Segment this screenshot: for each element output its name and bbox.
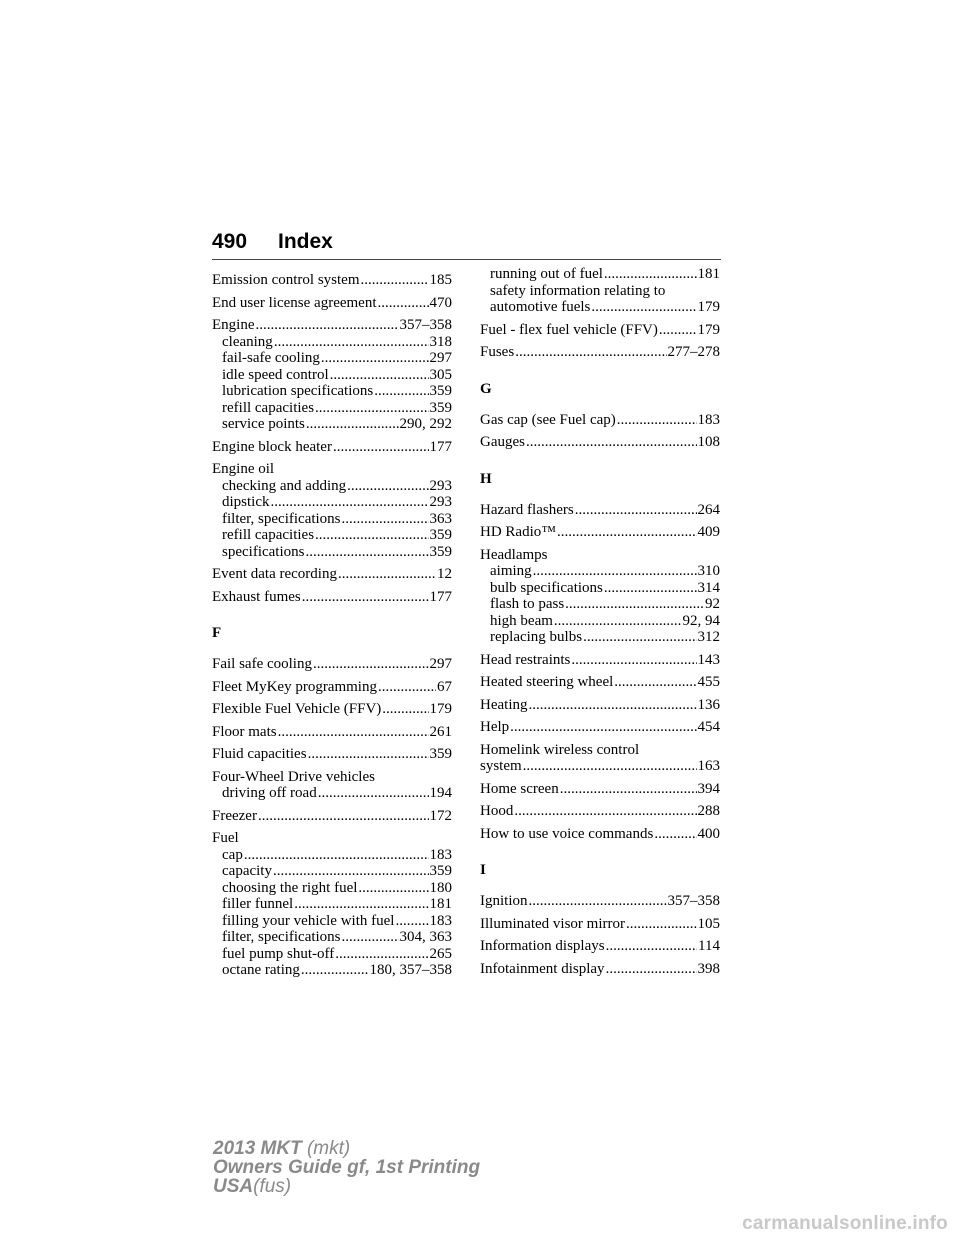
index-entry — [212, 769, 452, 802]
index-term-text: service points — [222, 416, 305, 432]
index-term-text: Head restraints — [480, 651, 571, 668]
index-term-text: fuel pump shut-off — [222, 945, 335, 962]
index-term — [212, 830, 452, 847]
index-subentry — [212, 383, 452, 400]
index-page-ref: 454 — [697, 719, 720, 735]
leader-dots — [659, 322, 697, 339]
index-term-text: safety information relating to — [490, 282, 666, 299]
index-entry — [212, 656, 452, 673]
index-entry — [212, 746, 452, 763]
index-page-ref: 277–278 — [667, 344, 720, 360]
index-page-ref: 265 — [429, 945, 452, 962]
index-term — [480, 412, 720, 429]
leader-dots — [358, 880, 428, 897]
index-term-text: running out of fuel — [490, 266, 603, 282]
index-subentry — [212, 785, 452, 802]
leader-dots — [342, 929, 399, 946]
index-term-text: cap — [222, 846, 243, 863]
index-term — [212, 746, 452, 763]
index-entry — [480, 742, 720, 775]
leader-dots — [575, 502, 697, 519]
index-term-text: Hazard flashers — [480, 501, 574, 518]
index-term-text: high beam — [490, 612, 553, 629]
leader-dots — [382, 701, 428, 718]
footer-region-code: (fus) — [253, 1176, 292, 1197]
index-entry — [480, 547, 720, 646]
index-term-text: HD Radio™ — [480, 524, 556, 540]
index-term — [480, 434, 720, 451]
index-page-ref: 180, 357–358 — [369, 962, 452, 978]
leader-dots — [510, 719, 696, 736]
index-entry — [212, 808, 452, 825]
leader-dots — [361, 272, 429, 289]
index-page-ref: 92, 94 — [682, 612, 720, 629]
index-term — [212, 589, 452, 606]
leader-dots — [557, 524, 697, 541]
index-letter-heading: H — [480, 470, 492, 487]
leader-dots — [302, 589, 429, 606]
index-term-text: Fuel — [212, 830, 239, 846]
index-subentry — [480, 299, 720, 316]
index-page-ref: 114 — [698, 938, 720, 954]
leader-dots — [395, 913, 428, 930]
index-page-ref: 179 — [697, 299, 720, 315]
index-term-text: Gauges — [480, 434, 525, 450]
index-page-ref: 105 — [697, 915, 720, 932]
leader-dots — [374, 383, 428, 400]
index-term-text: aiming — [490, 563, 532, 579]
index-term — [212, 272, 452, 289]
index-page-ref: 398 — [697, 960, 720, 977]
leader-dots — [565, 596, 704, 613]
index-entry — [480, 322, 720, 339]
index-term-text: cleaning — [222, 333, 273, 350]
index-subentry — [212, 494, 452, 511]
index-subentry — [212, 478, 452, 495]
index-subentry — [480, 613, 720, 630]
index-term-text: Engine oil — [212, 461, 275, 477]
index-term-text: Home screen — [480, 780, 559, 797]
index-term-text: idle speed control — [222, 366, 329, 383]
index-subentry — [212, 350, 452, 367]
leader-dots — [256, 317, 399, 334]
index-term-text: Engine block heater — [212, 438, 332, 455]
leader-dots — [514, 803, 696, 820]
index-term-text: lubrication specifications — [222, 383, 374, 399]
page-header — [212, 228, 721, 256]
index-letter-heading: I — [480, 862, 486, 878]
index-page-ref: 359 — [429, 399, 452, 416]
index-term-text: Help — [480, 719, 510, 735]
index-page-ref: 363 — [429, 510, 452, 527]
index-term — [212, 808, 452, 825]
watermark: carmanualsonline.info — [742, 1213, 948, 1234]
index-page-ref: 305 — [429, 366, 452, 383]
index-term — [212, 679, 452, 696]
index-term-text: Four-Wheel Drive vehicles — [212, 768, 375, 785]
index-page-ref: 172 — [429, 807, 452, 824]
index-term — [480, 344, 720, 361]
index-term-text: flash to pass — [490, 596, 565, 612]
index-column-right — [480, 266, 720, 977]
index-term-text: replacing bulbs — [490, 629, 583, 645]
index-term-text: Heated steering wheel — [480, 674, 614, 690]
index-entry — [480, 412, 720, 429]
index-term-text: Information displays — [480, 938, 605, 954]
index-page-ref: 185 — [429, 272, 452, 288]
index-page-ref: 310 — [697, 563, 720, 579]
index-subentry — [212, 367, 452, 384]
index-term — [480, 719, 720, 736]
index-term — [480, 803, 720, 820]
index-term — [212, 724, 452, 741]
index-page-ref: 304, 363 — [399, 929, 452, 945]
index-entry — [480, 803, 720, 820]
index-term-text: Fuses — [480, 344, 515, 360]
index-term-text: filling your vehicle with fuel — [222, 912, 395, 929]
index-term-text: driving off road — [222, 785, 317, 801]
leader-dots — [338, 566, 436, 583]
index-entry — [212, 701, 452, 718]
index-term-text: specifications — [222, 543, 305, 560]
index-term-text: system — [480, 758, 522, 774]
index-page-ref: 194 — [429, 785, 452, 801]
index-term — [480, 674, 720, 691]
footer-guide: Owners Guide gf, 1st Printing — [213, 1157, 481, 1178]
index-page-ref: 293 — [429, 494, 452, 510]
index-page-ref: 394 — [697, 780, 720, 797]
index-term-text: choosing the right fuel — [222, 879, 358, 896]
index-subentry — [480, 629, 720, 646]
index-entry — [480, 916, 720, 933]
leader-dots — [604, 580, 697, 597]
index-page-ref: 359 — [429, 863, 452, 879]
index-page-ref: 314 — [697, 579, 720, 596]
index-term-text: refill capacities — [222, 527, 315, 543]
leader-dots — [244, 847, 429, 864]
index-term-text: Fail safe cooling — [212, 656, 312, 672]
index-page-ref: 290, 292 — [399, 416, 452, 432]
index-subentry — [212, 511, 452, 528]
index-page-ref: 67 — [437, 678, 452, 695]
index-entry — [480, 938, 720, 955]
leader-dots — [315, 527, 428, 544]
index-entry — [212, 272, 452, 289]
index-entry — [480, 697, 720, 714]
footer-model-code: (mkt) — [306, 1138, 351, 1159]
index-page-ref: 293 — [429, 477, 452, 494]
index-entry — [480, 781, 720, 798]
index-entry — [212, 295, 452, 312]
index-entry — [480, 434, 720, 451]
index-page-ref: 288 — [697, 803, 720, 819]
footer-model: 2013 MKT — [213, 1138, 302, 1159]
index-page-ref: 359 — [429, 543, 452, 560]
index-term — [480, 547, 720, 564]
leader-dots — [526, 434, 697, 451]
index-letter-heading: F — [212, 625, 222, 641]
index-subentry — [212, 416, 452, 433]
index-term-text: filter, specifications — [222, 929, 341, 945]
leader-dots — [554, 613, 682, 630]
index-subentry — [212, 544, 452, 561]
index-term-text: Flexible Fuel Vehicle (FFV) — [212, 701, 382, 717]
leader-dots — [278, 724, 429, 741]
leader-dots — [258, 808, 429, 825]
index-term — [480, 961, 720, 978]
index-term-text: Fluid capacities — [212, 746, 307, 762]
index-term-text: Homelink wireless control — [480, 741, 640, 758]
leader-dots — [604, 266, 697, 283]
leader-dots — [318, 785, 429, 802]
index-subentry — [212, 946, 452, 963]
index-term — [212, 317, 452, 334]
index-term — [480, 502, 720, 519]
index-page-ref: 143 — [697, 651, 720, 668]
index-letter-heading: G — [480, 380, 492, 397]
leader-dots — [378, 679, 436, 696]
index-page-ref: 470 — [429, 294, 452, 311]
leader-dots — [529, 893, 667, 910]
index-entry — [480, 502, 720, 519]
index-term-text: Heating — [480, 696, 528, 713]
index-page-ref: 400 — [697, 825, 720, 842]
leader-dots — [273, 863, 429, 880]
index-page-ref: 183 — [697, 411, 720, 428]
index-term-text: Fuel - flex fuel vehicle (FFV) — [480, 321, 658, 338]
index-term — [212, 566, 452, 583]
index-term-text: filler funnel — [222, 896, 294, 912]
index-term — [480, 322, 720, 339]
index-entry — [480, 893, 720, 910]
leader-dots — [654, 826, 696, 843]
leader-dots — [313, 656, 429, 673]
footer-region-line — [213, 1177, 480, 1196]
leader-dots — [378, 295, 429, 312]
index-column-left — [212, 266, 452, 979]
index-subentry — [480, 580, 720, 597]
leader-dots — [274, 334, 429, 351]
index-page-ref: 357–358 — [399, 317, 452, 333]
footer — [213, 1139, 480, 1196]
index-page-ref: 177 — [429, 438, 452, 455]
index-subentry — [212, 527, 452, 544]
index-page-ref: 409 — [697, 524, 720, 540]
index-subentry — [212, 880, 452, 897]
index-entry — [212, 439, 452, 456]
index-term — [480, 893, 720, 910]
index-subentry — [212, 847, 452, 864]
index-page-ref: 357–358 — [667, 893, 720, 909]
index-entry — [212, 724, 452, 741]
index-entry — [212, 566, 452, 583]
index-page-ref: 261 — [429, 723, 452, 740]
index-term-text: fail-safe cooling — [222, 350, 320, 366]
index-term-text: bulb specifications — [490, 579, 603, 596]
index-subentry — [480, 563, 720, 580]
index-page-ref: 312 — [697, 629, 720, 645]
footer-region: USA — [213, 1176, 254, 1197]
leader-dots — [626, 916, 697, 933]
leader-dots — [617, 412, 697, 429]
leader-dots — [591, 299, 696, 316]
index-page-ref: 92 — [705, 596, 720, 612]
index-entry — [212, 461, 452, 560]
index-term-text: Infotainment display — [480, 960, 605, 977]
index-term — [480, 742, 720, 759]
index-page-ref: 183 — [429, 846, 452, 863]
leader-dots — [271, 494, 429, 511]
leader-dots — [606, 938, 697, 955]
index-term-text: capacity — [222, 863, 272, 879]
leader-dots — [523, 758, 697, 775]
leader-dots — [515, 344, 666, 361]
index-entry — [212, 317, 452, 433]
index-subentry — [212, 962, 452, 979]
index-term — [480, 938, 720, 955]
index-page-ref: 455 — [697, 674, 720, 690]
index-entry — [480, 266, 720, 316]
leader-dots — [308, 746, 429, 763]
index-page-ref: 180 — [429, 879, 452, 896]
index-term — [480, 652, 720, 669]
index-term-text: Emission control system — [212, 272, 360, 288]
index-subentry — [212, 913, 452, 930]
index-entry — [212, 589, 452, 606]
index-term-text: Headlamps — [480, 546, 548, 563]
index-page-ref: 179 — [429, 701, 452, 717]
index-entry — [480, 344, 720, 361]
index-subentry — [212, 863, 452, 880]
leader-dots — [583, 629, 696, 646]
index-term — [480, 916, 720, 933]
index-term — [480, 781, 720, 798]
leader-dots — [321, 350, 429, 367]
index-subentry — [480, 596, 720, 613]
index-term-text: refill capacities — [222, 399, 315, 416]
index-entry — [480, 674, 720, 691]
index-term — [212, 461, 452, 478]
index-page-ref: 181 — [697, 266, 720, 282]
leader-dots — [533, 563, 697, 580]
leader-dots — [528, 697, 696, 714]
page-number: 490 — [212, 230, 248, 253]
index-entry — [212, 830, 452, 979]
index-entry — [212, 679, 452, 696]
index-term-text: Gas cap (see Fuel cap) — [480, 411, 616, 428]
footer-model-line — [213, 1139, 480, 1158]
leader-dots — [306, 416, 399, 433]
page-title: Index — [278, 230, 333, 253]
index-term — [480, 758, 720, 775]
index-subentry — [212, 400, 452, 417]
index-term — [480, 826, 720, 843]
leader-dots — [342, 511, 429, 528]
index-term-text: Hood — [480, 803, 514, 819]
index-page-ref: 297 — [429, 656, 452, 672]
index-term-text: Fleet MyKey programming — [212, 678, 377, 695]
index-page-ref: 264 — [697, 501, 720, 518]
index-page-ref: 108 — [697, 434, 720, 450]
index-term-text: Exhaust fumes — [212, 588, 301, 605]
index-term-text: filter, specifications — [222, 510, 341, 527]
index-term — [212, 769, 452, 786]
index-term-text: dipstick — [222, 494, 270, 510]
index-subentry — [212, 334, 452, 351]
index-subentry — [212, 929, 452, 946]
index-term-text: checking and adding — [222, 477, 347, 494]
index-term-text: How to use voice commands — [480, 825, 654, 842]
index-subentry — [480, 283, 720, 300]
index-entry — [480, 961, 720, 978]
leader-dots — [335, 946, 428, 963]
index-entry — [480, 652, 720, 669]
index-term-text: automotive fuels — [490, 299, 591, 315]
leader-dots — [294, 896, 428, 913]
leader-dots — [571, 652, 696, 669]
index-page-ref: 163 — [697, 758, 720, 774]
leader-dots — [347, 478, 428, 495]
header-rule — [212, 259, 721, 260]
index-term — [212, 295, 452, 312]
index-entry — [480, 826, 720, 843]
index-term — [480, 524, 720, 541]
index-term-text: Illuminated visor mirror — [480, 915, 625, 932]
index-page-ref: 359 — [429, 746, 452, 762]
index-page-ref: 183 — [429, 912, 452, 929]
leader-dots — [614, 674, 696, 691]
index-subentry — [212, 896, 452, 913]
index-term-text: octane rating — [222, 962, 300, 978]
index-term-text: End user license agreement — [212, 294, 377, 311]
leader-dots — [333, 439, 429, 456]
index-page-ref: 181 — [429, 896, 452, 912]
index-entry — [480, 524, 720, 541]
index-subentry — [480, 266, 720, 283]
index-page-ref: 136 — [697, 696, 720, 713]
leader-dots — [330, 367, 429, 384]
index-page-ref: 318 — [429, 333, 452, 350]
index-page-ref: 359 — [429, 383, 452, 399]
index-page-ref: 179 — [697, 321, 720, 338]
index-term-text: Floor mats — [212, 723, 277, 740]
index-page-ref: 297 — [429, 350, 452, 366]
index-page-ref: 177 — [429, 588, 452, 605]
footer-guide-line — [213, 1158, 480, 1177]
index-term — [212, 439, 452, 456]
index-term-text: Freezer — [212, 807, 257, 824]
index-term-text: Ignition — [480, 893, 528, 909]
index-page-ref: 12 — [437, 566, 452, 582]
index-term — [212, 656, 452, 673]
index-term — [480, 697, 720, 714]
index-term-text: Event data recording — [212, 566, 337, 582]
index-term — [212, 701, 452, 718]
index-term-text: Engine — [212, 317, 255, 333]
leader-dots — [606, 961, 697, 978]
leader-dots — [315, 400, 428, 417]
leader-dots — [301, 962, 369, 979]
leader-dots — [560, 781, 697, 798]
index-page-ref: 359 — [429, 527, 452, 543]
index-entry — [480, 719, 720, 736]
leader-dots — [305, 544, 428, 561]
